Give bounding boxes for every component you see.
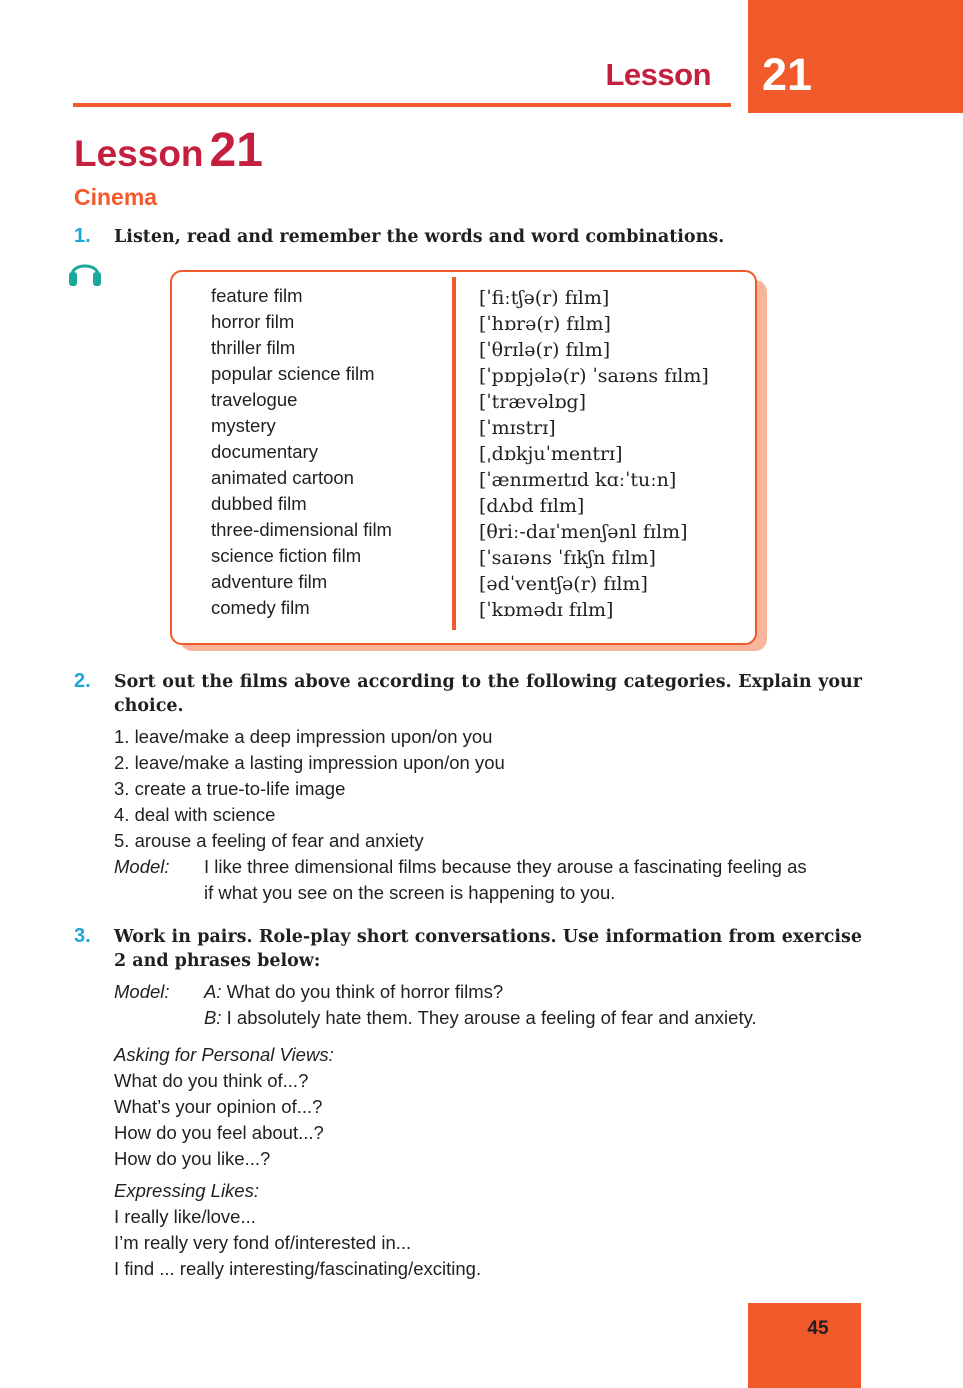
- dialogue-line-a: [204, 979, 503, 1005]
- title-word: Lesson: [74, 133, 204, 174]
- dialogue-line-b: [204, 1005, 757, 1031]
- vocab-transcription: [ˈfiːtʃə(r) fɪlm]: [479, 287, 610, 309]
- page-number-tab: [748, 1303, 861, 1388]
- vocabulary-divider: [452, 277, 456, 630]
- phrase-item: I really like/love...: [114, 1206, 256, 1227]
- phrase-item: I’m really very fond of/interested in...: [114, 1232, 412, 1253]
- header-lesson-number: 21: [762, 49, 813, 100]
- page-title: [74, 124, 263, 177]
- likes-heading: Expressing Likes:: [114, 1180, 259, 1201]
- title-number: 21: [209, 124, 263, 177]
- page-number: 45: [807, 1318, 829, 1339]
- asking-heading: Asking for Personal Views:: [114, 1044, 334, 1065]
- vocab-word: popular science film: [211, 363, 375, 384]
- phrase-item: I find ... really interesting/fascinating/exciting.: [114, 1258, 482, 1279]
- category-item: 4. deal with science: [114, 804, 276, 825]
- vocab-transcription: [ˈtrævəlɒg]: [479, 391, 587, 413]
- phrase-item: How do you like...?: [114, 1148, 271, 1169]
- vocab-word: documentary: [211, 441, 318, 462]
- vocab-word: feature film: [211, 285, 303, 306]
- vocab-transcription: [θriː-daɪˈmenʃənl fɪlm]: [479, 521, 688, 543]
- phrase-item: What do you think of...?: [114, 1070, 309, 1091]
- headphones-icon[interactable]: [68, 257, 102, 287]
- exercise-1-instruction: Listen, read and remember the words and word combinations.: [114, 227, 725, 247]
- category-item: 5. arouse a feeling of fear and anxiety: [114, 830, 424, 851]
- category-item: 3. create a true-to-life image: [114, 778, 346, 799]
- header-rule: [73, 103, 731, 107]
- category-item: 2. leave/make a lasting impression upon/on you: [114, 752, 505, 773]
- vocab-transcription: [ˈsaɪəns ˈfɪkʃn fɪlm]: [479, 547, 656, 569]
- vocab-transcription: [ˈpɒpjələ(r) ˈsaɪəns fɪlm]: [479, 365, 709, 387]
- header-lesson-label: Lesson: [605, 57, 711, 92]
- vocab-word: horror film: [211, 311, 295, 332]
- page-subtitle: Cinema: [74, 184, 158, 210]
- vocab-word: travelogue: [211, 389, 298, 410]
- model-label: Model:: [114, 856, 170, 877]
- vocab-word: mystery: [211, 415, 276, 436]
- vocab-word: three-dimensional film: [211, 519, 392, 540]
- speaker-a-label: A:: [204, 981, 222, 1002]
- phrase-item: What’s your opinion of...?: [114, 1096, 323, 1117]
- model-label: Model:: [114, 981, 170, 1002]
- vocab-word: thriller film: [211, 337, 296, 358]
- model-text-line-2: if what you see on the screen is happening to you.: [204, 882, 616, 903]
- vocab-transcription: [dʌbd fɪlm]: [479, 495, 585, 517]
- exercise-2-number: 2.: [74, 670, 91, 692]
- exercise-1-number: 1.: [74, 225, 91, 247]
- speaker-a-text: What do you think of horror films?: [221, 981, 504, 1002]
- phrase-item: How do you feel about...?: [114, 1122, 324, 1143]
- exercise-2-instruction: Sort out the films above according to the following categories. Explain your choice.: [114, 672, 862, 716]
- vocab-word: dubbed film: [211, 493, 307, 514]
- vocab-transcription: [ˈhɒrə(r) fɪlm]: [479, 313, 611, 335]
- vocab-transcription: [ˈkɒmədɪ fɪlm]: [479, 599, 614, 621]
- vocab-word: comedy film: [211, 597, 310, 618]
- vocab-transcription: [ˈmɪstrɪ]: [479, 417, 556, 439]
- vocab-transcription: [ˈænɪmeɪtɪd kɑːˈtuːn]: [479, 469, 677, 491]
- speaker-b-label: B:: [204, 1007, 222, 1028]
- model-text-line-1: I like three dimensional films because they arouse a fascinating feeling as: [204, 856, 807, 877]
- speaker-b-text: I absolutely hate them. They arouse a feeling of fear and anxiety.: [221, 1007, 757, 1028]
- exercise-3-instruction: Work in pairs. Role-play short conversations. Use information from exercise 2 and phrases below:: [114, 927, 862, 971]
- vocab-transcription: [ədˈventʃə(r) fɪlm]: [479, 573, 648, 595]
- vocab-transcription: [ˈθrɪlə(r) fɪlm]: [479, 339, 611, 361]
- vocab-transcription: [ˌdɒkjuˈmentrɪ]: [479, 443, 623, 465]
- exercise-3-number: 3.: [74, 925, 91, 947]
- vocab-word: animated cartoon: [211, 467, 354, 488]
- vocab-word: adventure film: [211, 571, 328, 592]
- category-item: 1. leave/make a deep impression upon/on you: [114, 726, 493, 747]
- vocab-word: science fiction film: [211, 545, 362, 566]
